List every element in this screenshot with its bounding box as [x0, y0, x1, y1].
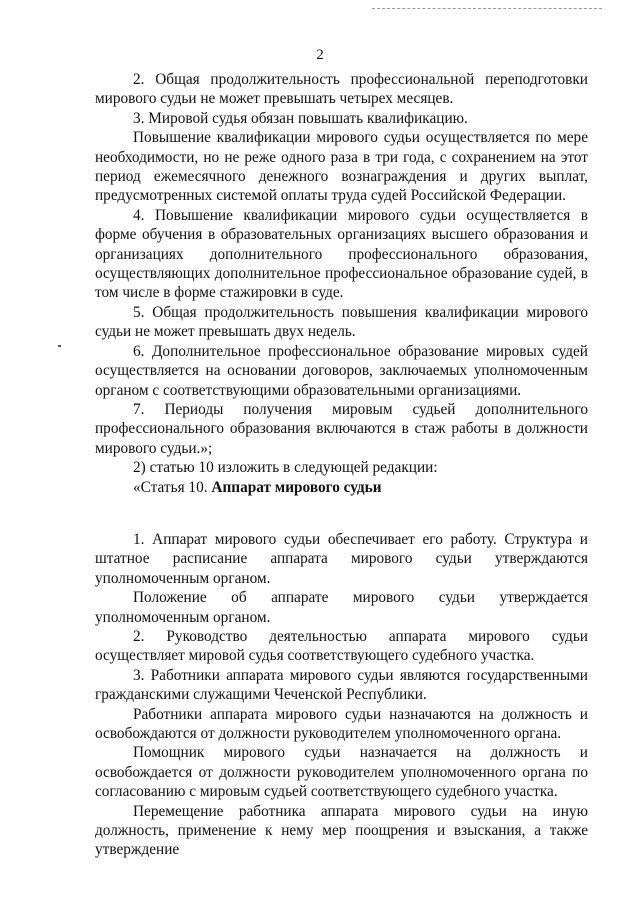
document-body — [95, 70, 588, 860]
scan-speck — [58, 345, 61, 347]
paragraph: Повышение квалификации мирового судьи осуществляется по мере необходимости, но не реже одного раза в три года, с сохранением на этот период ежемесячного денежного вознаграждения и других выплат, предусмотренных системой оплаты труда судей Российской Федерации. — [95, 129, 588, 205]
paragraph: 6. Дополнительное профессиональное образование мировых судей осуществляется на основании договоров, заключаемых уполномоченным органом с соответствующими образовательными организациями. — [95, 342, 588, 399]
paragraph: 2) статью 10 изложить в следующей редакции: — [133, 459, 438, 477]
article-paragraph: 3. Работники аппарата мирового судьи являются государственными гражданскими служащими Чеченской Республики. — [95, 666, 588, 704]
article-paragraph: 1. Аппарат мирового судьи обеспечивает его работу. Структура и штатное расписание аппарата мирового судьи утверждаются уполномоченным органом. — [95, 530, 588, 587]
scan-edge-line — [372, 8, 602, 9]
article-paragraph: Работники аппарата мирового судьи назначаются на должность и освобождаются от должности руководителем уполномоченного органа. — [95, 705, 588, 742]
paragraph: 5. Общая продолжительность повышения квалификации мирового судьи не может превышать двух недель. — [95, 303, 588, 341]
article-paragraph: 2. Руководство деятельностью аппарата мирового судьи осуществляет мировой судья соответствующего судебного участка. — [95, 627, 588, 665]
paragraph: 4. Повышение квалификации мирового судьи осуществляется в форме обучения в образовательных организациях высшего образования и организациях дополнительного профессионального образования, осуществляющих дополнительное профессиональное образование судей, в том числе в форме стажировки в суде. — [95, 206, 588, 302]
paragraph: 3. Мировой судья обязан повышать квалификацию. — [133, 109, 468, 127]
article-heading-title: Аппарат мирового судьи — [211, 478, 382, 496]
article-heading — [95, 478, 588, 497]
paragraph: 2. Общая продолжительность профессиональной переподготовки мирового судьи не может превышать четырех месяцев. — [95, 71, 588, 108]
article-paragraph: Положение об аппарате мирового судьи утверждается уполномоченным органом. — [95, 589, 588, 626]
article-heading-prefix: «Статья 10. — [133, 478, 212, 496]
article-paragraph: Перемещение работника аппарата мирового судьи на иную должность, применение к нему мер поощрения и взыскания, а также утверждение — [95, 802, 588, 859]
article-paragraph: Помощник мирового судьи назначается на должность и освобождается от должности руководителем уполномоченного органа по согласованию с мировым судьей соответствующего судебного участка. — [95, 744, 588, 801]
page-number: 2 — [316, 47, 324, 63]
paragraph: 7. Периоды получения мировым судьей дополнительного профессионального образования включаются в стаж работы в должности мирового судьи.»; — [95, 400, 588, 457]
